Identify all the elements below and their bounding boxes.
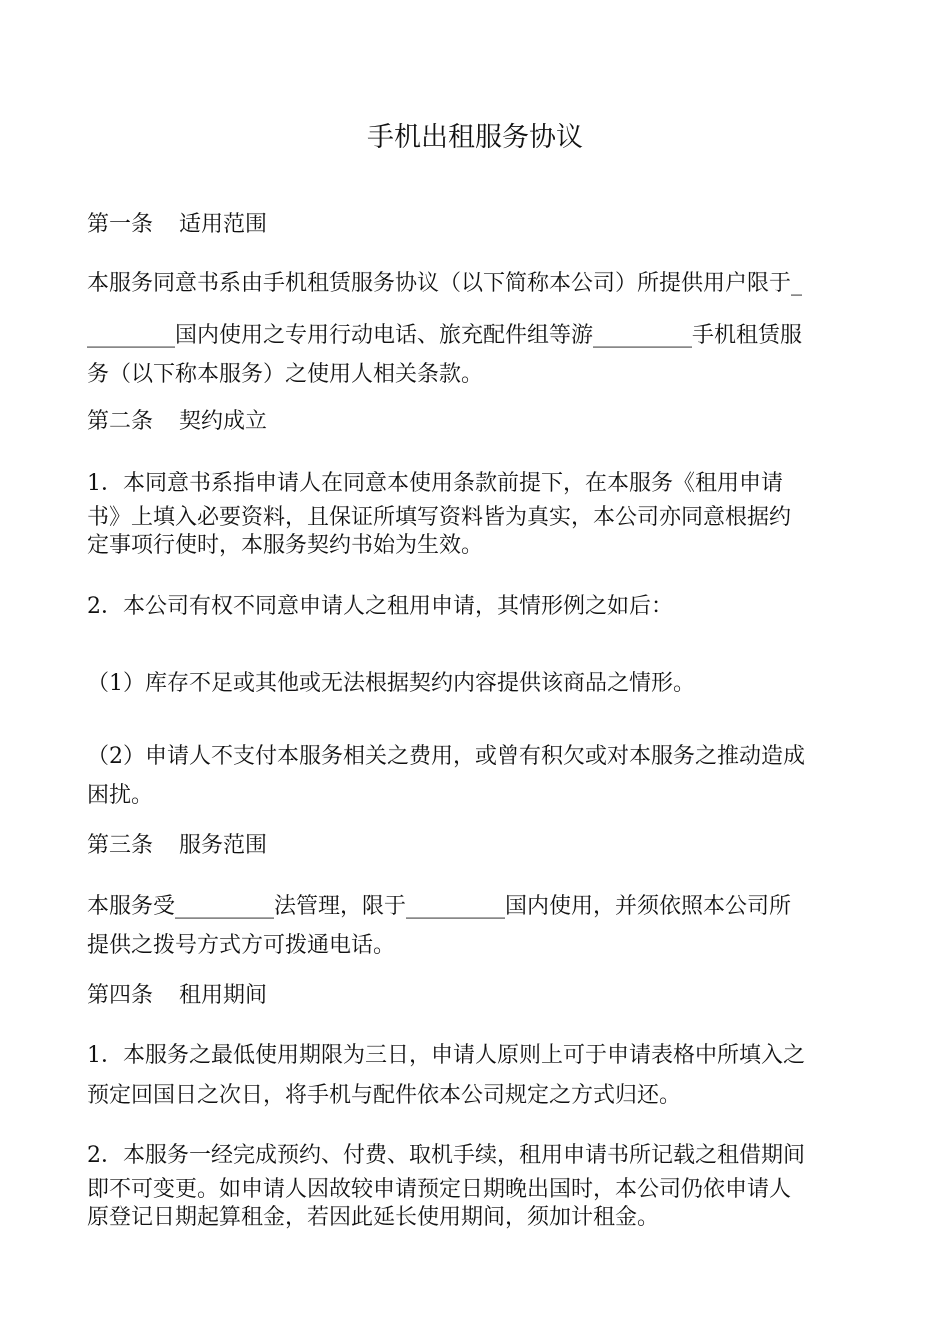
paragraph-line: 本服务同意书系由手机租赁服务协议（以下简称本公司）所提供用户限于_ — [87, 271, 803, 296]
article-2-number: 第二条 — [87, 409, 154, 434]
paragraph-line: 2．本服务一经完成预约、付费、取机手续，租用申请书所记载之租借期间 — [87, 1143, 805, 1168]
paragraph-line: （2）申请人不支付本服务相关之费用，或曾有积欠或对本服务之推动造成 — [87, 744, 805, 769]
paragraph-line: 1．本服务之最低使用期限为三日，申请人原则上可于申请表格中所填入之 — [87, 1043, 805, 1068]
paragraph-line: 即不可变更。如申请人因故较申请预定日期晚出国时，本公司仍依申请人 — [87, 1177, 792, 1202]
paragraph-line: 定事项行使时，本服务契约书始为生效。 — [87, 533, 484, 558]
article-4-item-2 — [87, 1139, 877, 1232]
paragraph-line: 1．本同意书系指申请人在同意本使用条款前提下，在本服务《租用申请 — [87, 471, 783, 496]
article-2-title: 契约成立 — [179, 409, 268, 434]
article-2-item-2: 2．本公司有权不同意申请人之租用申请，其情形例之如后： — [87, 594, 673, 619]
paragraph-line: 困扰。 — [87, 783, 154, 808]
article-3-paragraph — [87, 890, 877, 963]
article-4-item-1 — [87, 1039, 877, 1113]
article-3-title: 服务范围 — [179, 833, 268, 858]
paragraph-line: 书》上填入必要资料，且保证所填写资料皆为真实，本公司亦同意根据约 — [87, 505, 792, 530]
article-1-paragraph — [87, 267, 877, 392]
article-1-title: 适用范围 — [179, 212, 268, 237]
article-1-number: 第一条 — [87, 212, 154, 237]
paragraph-line: 原登记日期起算租金，若因此延长使用期间，须加计租金。 — [87, 1205, 660, 1230]
paragraph-line: ________国内使用之专用行动电话、旅充配件组等游_________手机租赁服 — [87, 323, 803, 348]
paragraph-line: 本服务受_________法管理，限于_________国内使用，并须依照本公司所 — [87, 894, 792, 919]
article-1-heading — [87, 208, 877, 242]
article-2-sub-item-2 — [87, 740, 877, 813]
article-2-sub-item-1: （1）库存不足或其他或无法根据契约内容提供该商品之情形。 — [87, 671, 695, 696]
article-4-heading — [87, 979, 877, 1013]
paragraph-line: 预定回国日之次日，将手机与配件依本公司规定之方式归还。 — [87, 1083, 682, 1108]
article-2-heading — [87, 405, 877, 439]
paragraph-line: 提供之拨号方式方可拨通电话。 — [87, 933, 396, 958]
article-4-number: 第四条 — [87, 983, 154, 1008]
article-2-item-1 — [87, 467, 877, 560]
paragraph-line: 务（以下称本服务）之使用人相关条款。 — [87, 362, 484, 387]
article-3-number: 第三条 — [87, 833, 154, 858]
article-3-heading — [87, 829, 877, 863]
document-title: 手机出租服务协议 — [367, 122, 583, 153]
article-4-title: 租用期间 — [179, 983, 268, 1008]
